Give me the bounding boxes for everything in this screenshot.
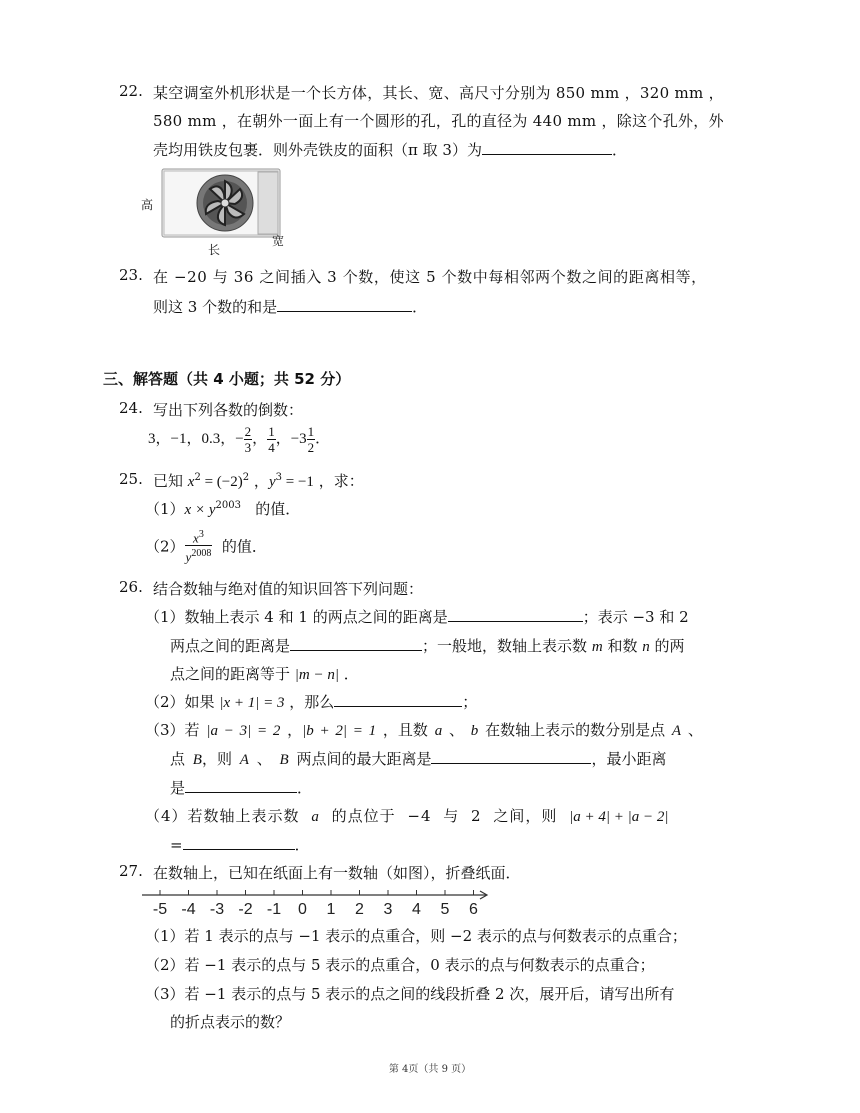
- q23-line2-text: 则这 3 个数的和是: [153, 298, 278, 316]
- fig-width-label: 宽: [272, 234, 285, 248]
- q23-line2: [153, 296, 427, 317]
- q25-number: 25.: [119, 470, 143, 488]
- q23-number: 23.: [119, 266, 143, 284]
- q25-p1-exp: 2003: [215, 500, 241, 511]
- q26-p4b: 的点位于 −4 与 2 之间，则: [331, 807, 558, 825]
- number-line-label: -5: [152, 901, 168, 918]
- q26-part3-line3: [170, 777, 312, 798]
- number-line-svg: [140, 888, 490, 920]
- q26-p1a: （1）数轴上表示 4 和 1 的两点之间的距离是: [145, 608, 448, 626]
- q26-p3l: 是: [170, 779, 186, 797]
- q27-number: 27.: [119, 862, 143, 880]
- q26-p4d: ．: [294, 836, 310, 854]
- q26-p1c: 两点之间的距离是: [170, 637, 291, 655]
- fraction-1-2: $\frac{1}{2}$: [307, 424, 315, 455]
- q25-part2: [145, 527, 267, 565]
- fraction-x3-y2008: $\frac{x^3}{y^{2008}}$: [185, 529, 212, 565]
- q25-p2-label: （2）: [145, 537, 185, 556]
- q26-p3-a: a: [434, 723, 443, 739]
- q26-p3-blank-max[interactable]: [431, 749, 591, 764]
- q22-end: ．: [611, 141, 627, 159]
- q26-p3c: ，且数: [382, 721, 428, 739]
- q24-number: 24.: [119, 399, 143, 417]
- q24-line1: 写出下列各数的倒数：: [153, 401, 304, 419]
- q26-p2b: ，那么: [289, 693, 335, 711]
- q25-mid: ，: [253, 472, 269, 490]
- q26-p1h: ．: [343, 665, 359, 683]
- q26-p4a: （4）若数轴上表示数: [145, 807, 300, 825]
- q26-part1-line3: [170, 663, 359, 684]
- q24-numbers: [148, 424, 330, 455]
- q26-p2-blank[interactable]: [334, 692, 462, 707]
- q26-p2-abs: |x + 1| = 3: [219, 695, 285, 711]
- q25-part1: [145, 498, 300, 519]
- q25-p1-expr: x × y: [184, 502, 216, 518]
- number-line-label: 2: [355, 901, 364, 918]
- q26-p3h: ，则: [201, 750, 232, 768]
- q26-p1-blank2[interactable]: [290, 636, 422, 651]
- q27-line1: 在数轴上，已知在纸面上有一数轴（如图），折叠纸面．: [153, 864, 521, 882]
- q24-sep1: ，: [252, 430, 268, 447]
- q23-line1: 在 −20 与 36 之间插入 3 个数，使这 5 个数中每相邻两个数之间的距离相等，: [153, 268, 707, 286]
- q26-number: 26.: [119, 578, 143, 596]
- q26-p3f: 、: [687, 721, 703, 739]
- number-line-label: -4: [181, 901, 196, 918]
- page-footer: 第 4页（共 9 页）: [388, 1064, 472, 1075]
- q22-answer-blank[interactable]: [482, 140, 612, 155]
- q25-pre: 已知: [153, 472, 184, 490]
- q26-p1f: 的两: [654, 637, 685, 655]
- q26-p1d: ；一般地，数轴上表示数: [422, 637, 588, 655]
- q27-part3-line1: （3）若 −1 表示的点与 5 表示的点之间的线段折叠 2 次，展开后，请写出所有: [145, 985, 675, 1003]
- q26-p3-B2: B: [279, 752, 289, 768]
- q26-part1-line2: [170, 635, 685, 656]
- q25-post: ，求：: [318, 472, 364, 490]
- q26-p1-abs: |m − n|: [294, 667, 339, 683]
- q26-part4-line2: [170, 834, 310, 855]
- q27-part2: （2）若 −1 表示的点与 5 表示的点重合，0 表示的点与何数表示的点重合；: [145, 956, 655, 974]
- number-line-label: 3: [383, 901, 393, 918]
- q24-nums-text: 3，−1，0.3，−: [148, 430, 244, 447]
- fraction-2-3: $\frac{2}{3}$: [244, 424, 252, 455]
- q26-p3k: ，最小距离: [591, 750, 667, 768]
- number-line-label: 4: [412, 901, 421, 918]
- q26-p3-abs2: |b + 2| = 1: [302, 723, 377, 739]
- q25-eq1-exp: 2: [194, 472, 201, 483]
- q26-p4-abs: |a + 4| + |a − 2|: [569, 809, 669, 825]
- q26-p3j: 两点间的最大距离是: [296, 750, 432, 768]
- q26-p1-m: m: [591, 639, 603, 655]
- q24-sep2: ，−3: [275, 430, 307, 447]
- q26-p3-A2: A: [239, 752, 249, 768]
- q26-p4-a: a: [311, 809, 320, 825]
- q26-p3d: 、: [448, 721, 464, 739]
- q26-p4c: =: [170, 836, 183, 854]
- q26-p3e: 在数轴上表示的数分别是点: [485, 721, 666, 739]
- fig-height-label: 高: [141, 198, 154, 212]
- q25-eq2-exp: 3: [275, 472, 282, 483]
- q26-p3-blank-min[interactable]: [185, 778, 297, 793]
- q26-p3i: 、: [256, 750, 272, 768]
- q26-p1g: 点之间的距离等于: [170, 665, 291, 683]
- number-line-figure: [140, 888, 490, 920]
- q22-line2: 580 mm ，在朝外一面上有一个圆形的孔，孔的直径为 440 mm ，除这个孔外，外: [153, 112, 724, 130]
- q26-p2a: （2）如果: [145, 693, 215, 711]
- fig-length-label: 长: [208, 243, 221, 257]
- q26-p3m: ．: [297, 779, 313, 797]
- section-title: 三、解答题（共 4 小题；共 52 分）: [103, 370, 351, 388]
- q26-p3-A: A: [671, 723, 682, 739]
- number-line-label: 5: [440, 901, 450, 918]
- q25-eq2-y: y: [268, 474, 276, 490]
- q25-p2-tail: 的值．: [221, 537, 267, 556]
- number-line-label: -1: [266, 901, 282, 918]
- q26-p1-n: n: [642, 639, 650, 655]
- q26-p1-blank1[interactable]: [448, 607, 583, 622]
- q26-p1e: 和数: [607, 637, 638, 655]
- q22-line1: 某空调室外机形状是一个长方体，其长、宽、高尺寸分别为 850 mm ，320 mm ，: [153, 84, 724, 102]
- q26-p3-B: B: [192, 752, 202, 768]
- q25-eq2-rhs: = −1: [281, 474, 314, 490]
- q27-part3-line2: 的折点表示的数？: [170, 1013, 291, 1031]
- q22-line3: [153, 139, 627, 160]
- q26-p3g: 点: [170, 750, 186, 768]
- q26-part1-line1: [145, 606, 689, 627]
- q26-p3a: （3）若: [145, 721, 200, 739]
- q22-number: 22.: [119, 82, 143, 100]
- q23-end: ．: [412, 298, 428, 316]
- q26-p1b: ；表示 −3 和 2: [582, 608, 689, 626]
- q25-eq1-rhs: = (−2): [200, 474, 243, 490]
- q26-p2c: ；: [462, 693, 478, 711]
- q26-p3-abs1: |a − 3| = 2: [206, 723, 281, 739]
- q26-part3-line1: [145, 719, 703, 740]
- number-line-label: -2: [238, 901, 253, 918]
- q26-p3b: ，: [287, 721, 303, 739]
- q25-line1: [153, 470, 364, 491]
- number-line-label: 6: [469, 901, 478, 918]
- number-line-label: 1: [326, 901, 336, 918]
- number-line-label: -3: [209, 901, 225, 918]
- q25-p1-label: （1）: [145, 500, 185, 518]
- q25-p1-tail: 的值．: [255, 500, 301, 518]
- q26-part3-line2: [170, 748, 667, 769]
- number-line-label: 0: [298, 901, 307, 918]
- q27-part1: （1）若 1 表示的点与 −1 表示的点重合，则 −2 表示的点与何数表示的点重合；: [145, 927, 687, 945]
- q25-eq1-rhs-exp: 2: [242, 472, 250, 483]
- q26-part4-line1: [145, 805, 669, 826]
- q25-eq1-x: x: [187, 474, 195, 490]
- q26-line1: 结合数轴与绝对值的知识回答下列问题：: [153, 580, 424, 598]
- q26-part2: [145, 691, 477, 712]
- q23-answer-blank[interactable]: [277, 297, 412, 312]
- q26-p3-b: b: [470, 723, 479, 739]
- q22-line3-text: 壳均用铁皮包裹．则外壳铁皮的面积（π 取 3）为: [153, 141, 482, 159]
- fraction-1-4: $\frac{1}{4}$: [268, 424, 275, 455]
- q26-p4-blank[interactable]: [183, 835, 295, 850]
- q24-end: ．: [315, 430, 331, 447]
